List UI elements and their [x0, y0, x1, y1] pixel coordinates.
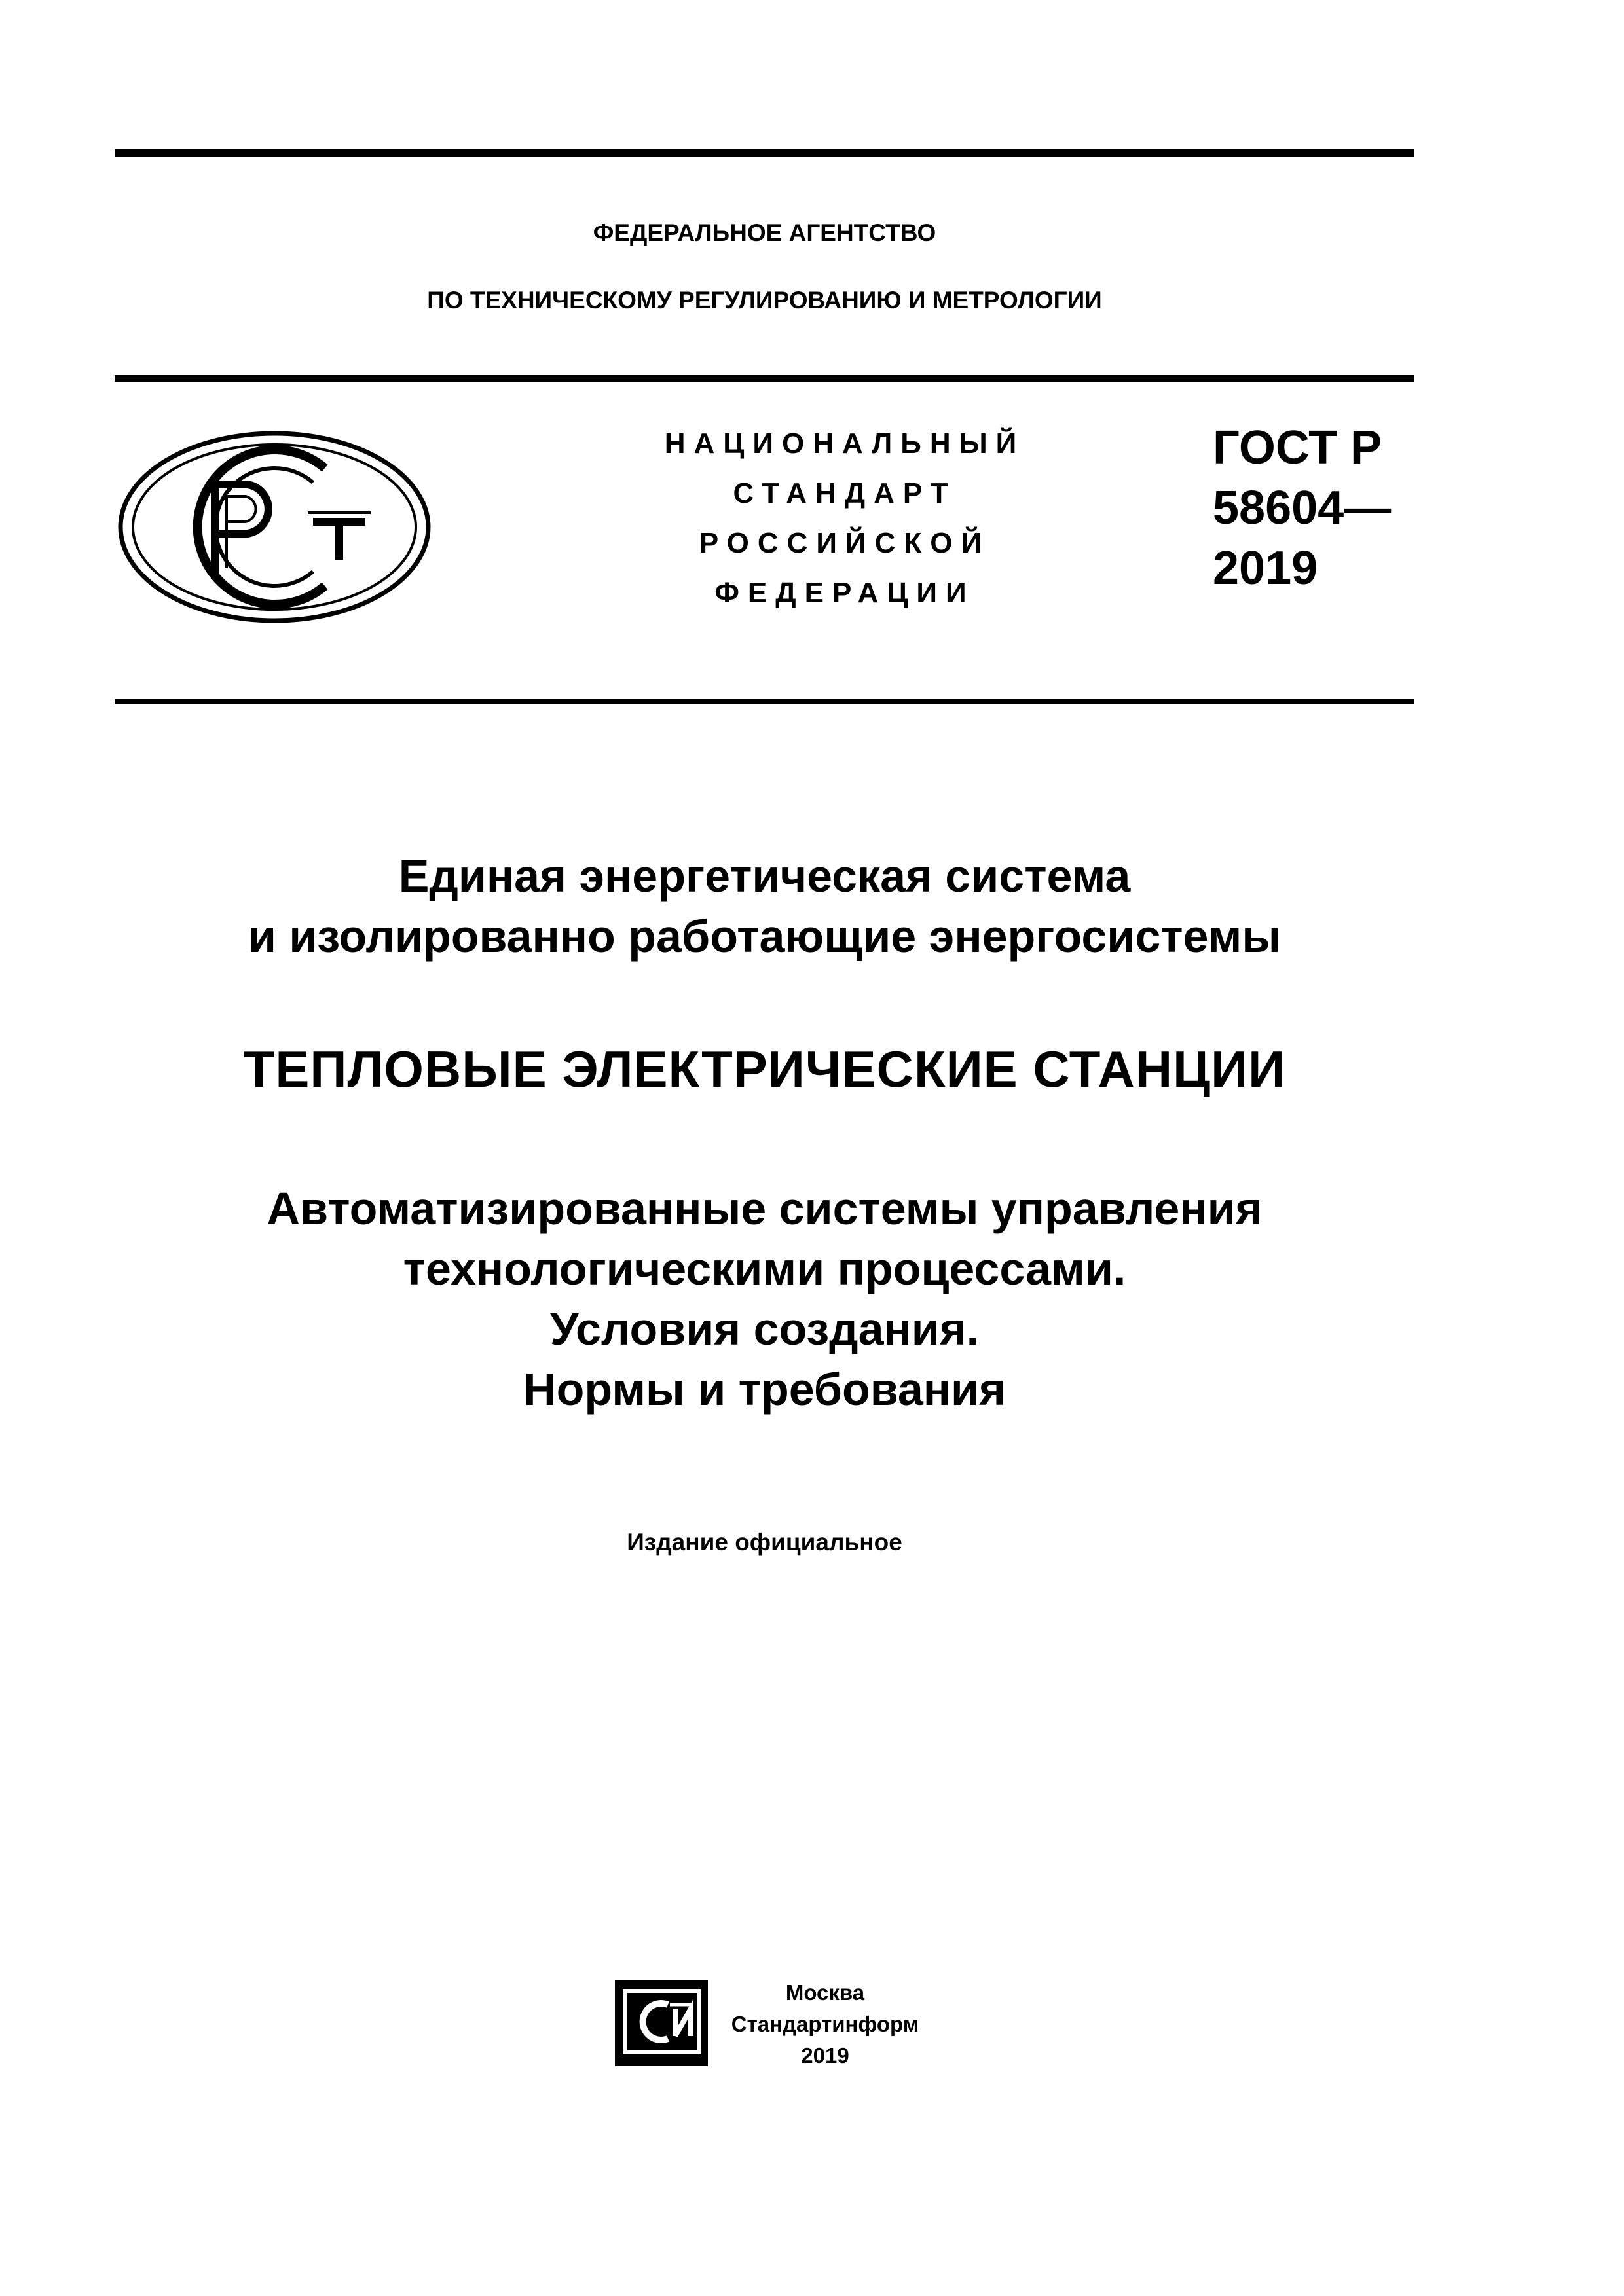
subtitle-line: Автоматизированные системы управления [267, 1183, 1263, 1234]
national-line: РОССИЙСКОЙ [699, 527, 991, 559]
designation-line: 58604— [1213, 482, 1392, 534]
subtitle-line: Нормы и требования [523, 1364, 1006, 1415]
publisher-city: Москва [785, 1980, 865, 2005]
title-series-line: и изолированно работающие энергосистемы [248, 911, 1282, 962]
designation-line: 2019 [1213, 542, 1318, 594]
subtitle-line: технологическими процессами. [403, 1243, 1126, 1294]
agency-line-2: ПО ТЕХНИЧЕСКОМУ РЕГУЛИРОВАНИЮ И МЕТРОЛОГИИ [427, 287, 1102, 314]
standartinform-logo-icon [612, 1977, 710, 2069]
title-subtitle [115, 1178, 1414, 1419]
publisher-info [720, 1977, 930, 2071]
national-line: СТАНДАРТ [733, 477, 957, 509]
title-series-line: Единая энергетическая система [398, 850, 1131, 902]
designation-line: ГОСТ Р [1213, 422, 1382, 474]
agency-line-1: ФЕДЕРАЛЬНОЕ АГЕНТСТВО [593, 219, 936, 246]
publisher-name: Стандартинформ [731, 2012, 919, 2036]
national-line: ФЕДЕРАЦИИ [714, 577, 975, 609]
standard-designation [1213, 418, 1391, 598]
national-line: НАЦИОНАЛЬНЫЙ [664, 428, 1025, 460]
subtitle-line: Условия создания. [549, 1303, 980, 1355]
gost-r-emblem-icon [117, 429, 432, 625]
national-standard-label [570, 419, 1120, 618]
edition-label: Издание официальное [627, 1529, 902, 1556]
title-series [115, 846, 1414, 966]
top-rule [115, 149, 1414, 157]
title-main: ТЕПЛОВЫЕ ЭЛЕКТРИЧЕСКИЕ СТАНЦИИ [243, 1040, 1286, 1098]
publisher-year: 2019 [801, 2043, 849, 2068]
bottom-rule [115, 699, 1414, 704]
middle-rule [115, 375, 1414, 382]
